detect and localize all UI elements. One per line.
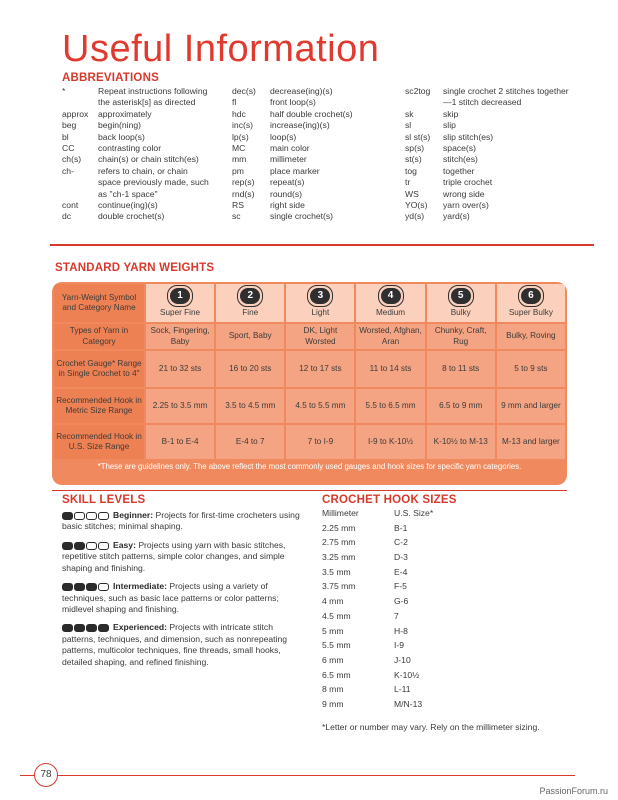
yarn-types-cell: Chunky, Craft, Rug xyxy=(427,324,495,349)
abbreviation-definition: increase(ing)(s) xyxy=(270,120,330,131)
yarn-us-cell: I-9 to K-10½ xyxy=(356,425,424,459)
abbreviation-definition: half double crochet(s) xyxy=(270,108,353,119)
hook-mm: 6.5 mm xyxy=(322,669,351,680)
abbreviation-definition: main color xyxy=(270,143,310,154)
abbreviation-row xyxy=(232,132,392,143)
hook-header-row xyxy=(322,508,562,523)
section-divider xyxy=(50,244,594,246)
abbreviation-definition: contrasting color xyxy=(98,143,162,154)
hook-size-row xyxy=(322,684,562,699)
abbreviation-definition: Repeat instructions following the asterisk[s] as directed xyxy=(98,86,208,108)
yarn-category-name: Bulky xyxy=(450,307,471,317)
abbreviation-row xyxy=(232,143,392,154)
hook-size-row xyxy=(322,581,562,596)
abbreviation-row xyxy=(405,211,575,222)
abbreviation-term: MC xyxy=(232,143,246,154)
abbrev-col-2 xyxy=(232,86,392,223)
abbreviation-term: mm xyxy=(232,154,247,165)
skill-level xyxy=(62,581,302,615)
row-label: Types of Yarn in Category xyxy=(54,324,144,349)
abbreviation-row xyxy=(232,177,392,188)
abbreviation-definition: millimeter xyxy=(270,154,307,165)
yarn-weight-symbol-icon: 1 xyxy=(170,288,190,304)
abbreviation-term: bl xyxy=(62,131,69,142)
abbreviation-row xyxy=(232,109,392,120)
abbreviation-row xyxy=(405,177,575,188)
abbreviation-term: ch(s) xyxy=(62,154,82,165)
skill-level-bars-icon xyxy=(62,622,110,633)
abbreviation-term: tr xyxy=(405,177,411,188)
hook-us: K-10½ xyxy=(394,669,420,680)
watermark: PassionForum.ru xyxy=(539,786,608,796)
abbreviation-row xyxy=(232,86,392,97)
yarn-gauge-cell: 12 to 17 sts xyxy=(286,351,354,387)
abbreviation-term: dec(s) xyxy=(232,86,256,96)
abbreviation-term: hdc xyxy=(232,108,246,119)
abbreviation-row xyxy=(232,189,392,200)
hook-us: C-2 xyxy=(394,537,408,548)
abbreviation-row xyxy=(232,211,392,222)
hook-sizes-heading: CROCHET HOOK SIZES xyxy=(322,494,457,506)
abbreviations-heading: ABBREVIATIONS xyxy=(62,72,159,84)
hook-mm: 2.25 mm xyxy=(322,522,356,533)
skill-level-title: Easy: xyxy=(113,539,136,550)
abbreviation-row xyxy=(62,120,212,131)
hook-us: B-1 xyxy=(394,522,408,533)
abbreviation-row xyxy=(62,86,212,109)
skill-level-title: Beginner: xyxy=(113,510,154,520)
yarn-us-cell: K-10½ to M-13 xyxy=(427,425,495,459)
abbreviation-definition: stitch(es) xyxy=(443,154,478,165)
abbreviation-definition: front loop(s) xyxy=(270,97,316,108)
skill-level xyxy=(62,540,302,574)
hook-us: M/N-13 xyxy=(394,698,423,709)
hook-size-row xyxy=(322,655,562,670)
abbreviation-definition: continue(ing)(s) xyxy=(98,200,158,211)
abbreviation-row xyxy=(232,120,392,131)
yarn-gauge-cell: 21 to 32 sts xyxy=(146,351,214,387)
hook-mm: 9 mm xyxy=(322,698,344,709)
page-number: 78 xyxy=(34,763,58,787)
yarn-types-cell: Sock, Fingering, Baby xyxy=(146,324,214,349)
abbreviation-term: sc xyxy=(232,211,241,222)
footer-rule xyxy=(20,775,575,776)
abbreviation-row xyxy=(232,154,392,165)
yarn-metric-cell: 3.5 to 4.5 mm xyxy=(216,389,284,423)
page-title: Useful Information xyxy=(62,28,380,70)
hook-size-row xyxy=(322,670,562,685)
abbreviation-term: lp(s) xyxy=(232,131,249,142)
hook-size-row xyxy=(322,552,562,567)
abbreviation-row xyxy=(62,143,212,154)
abbrev-col-1 xyxy=(62,86,212,223)
abbreviation-term: rnd(s) xyxy=(232,188,255,199)
hook-mm: 8 mm xyxy=(322,684,344,695)
hook-mm: 5 mm xyxy=(322,625,344,636)
abbreviation-row xyxy=(62,154,212,165)
skill-level-title: Intermediate: xyxy=(113,581,167,592)
abbrev-col-3 xyxy=(405,86,575,223)
abbreviation-term: WS xyxy=(405,188,419,199)
hook-sizes-table xyxy=(322,508,562,733)
hook-us: I-9 xyxy=(394,640,405,651)
row-label: Yarn-Weight Symbol and Category Name xyxy=(54,284,144,322)
yarn-category-cell xyxy=(427,284,495,322)
hook-mm: 2.75 mm xyxy=(322,537,356,548)
abbreviation-term: pm xyxy=(232,165,244,176)
abbreviation-term: ch- xyxy=(62,165,74,176)
yarn-category-name: Light xyxy=(311,307,330,317)
abbreviation-definition: approximately xyxy=(98,108,152,119)
skill-levels-list xyxy=(62,510,302,675)
abbreviation-definition: yarn over(s) xyxy=(443,200,489,211)
abbreviation-term: yd(s) xyxy=(405,211,425,222)
hook-size-row xyxy=(322,626,562,641)
abbreviation-row xyxy=(62,211,212,222)
hook-size-row xyxy=(322,537,562,552)
skill-level-bars-icon xyxy=(62,510,110,521)
hook-mm: 3.25 mm xyxy=(322,552,356,563)
abbreviation-definition: wrong side xyxy=(443,188,485,199)
yarn-types-cell: DK, Light Worsted xyxy=(286,324,354,349)
skill-levels-heading: SKILL LEVELS xyxy=(62,494,146,506)
abbreviation-term: sl st(s) xyxy=(405,131,431,142)
yarn-category-name: Super Fine xyxy=(160,307,201,317)
yarn-category-cell xyxy=(216,284,284,322)
hook-mm: 3.5 mm xyxy=(322,566,351,577)
abbreviation-definition: decrease(ing)(s) xyxy=(270,86,333,96)
abbreviation-row xyxy=(232,97,392,108)
yarn-us-cell: E-4 to 7 xyxy=(216,425,284,459)
skill-level-description: Projects using yarn with basic stitches, repetitive stitch patterns, simple color changes, and simple shaping and finishing. xyxy=(62,539,286,573)
skill-level-title: Experienced: xyxy=(113,622,167,633)
abbreviation-term: CC xyxy=(62,143,75,154)
yarn-category-cell xyxy=(497,284,565,322)
hook-mm: 5.5 mm xyxy=(322,640,351,651)
abbreviation-definition: single crochet(s) xyxy=(270,211,334,222)
abbreviation-term: YO(s) xyxy=(405,200,428,211)
yarn-gauge-cell: 16 to 20 sts xyxy=(216,351,284,387)
abbreviation-term: sl xyxy=(405,120,412,131)
abbreviation-definition: slip stitch(es) xyxy=(443,131,494,142)
yarn-us-cell: B-1 to E-4 xyxy=(146,425,214,459)
row-label: Recommended Hook in Metric Size Range xyxy=(54,389,144,423)
abbreviation-definition: double crochet(s) xyxy=(98,211,165,222)
abbreviation-definition: round(s) xyxy=(270,188,302,199)
yarn-gauge-cell: 11 to 14 sts xyxy=(356,351,424,387)
hook-size-row xyxy=(322,640,562,655)
abbreviation-definition: refers to chain, or chain space previously made, such as "ch-1 space" xyxy=(98,165,209,199)
yarn-types-cell: Bulky, Roving xyxy=(497,324,565,349)
yarn-table xyxy=(52,282,567,461)
abbreviation-row xyxy=(405,189,575,200)
abbreviation-definition: loop(s) xyxy=(270,131,297,142)
abbreviation-definition: repeat(s) xyxy=(270,177,305,188)
abbreviation-term: approx xyxy=(62,108,89,119)
skill-level-description: Projects for first-time crocheters using basic stitches; minimal shaping. xyxy=(62,510,300,532)
abbreviation-row xyxy=(62,132,212,143)
yarn-us-cell: 7 to I-9 xyxy=(286,425,354,459)
hook-size-row xyxy=(322,699,562,714)
hook-col-mm: Millimeter xyxy=(322,508,359,518)
yarn-weight-symbol-icon: 2 xyxy=(240,288,260,304)
abbreviation-row xyxy=(405,154,575,165)
hook-us: 7 xyxy=(394,610,399,621)
abbreviation-row xyxy=(405,132,575,143)
hook-us: D-3 xyxy=(394,552,408,563)
abbreviation-term: inc(s) xyxy=(232,120,254,131)
abbreviation-definition: space(s) xyxy=(443,143,476,154)
abbreviation-definition: back loop(s) xyxy=(98,131,145,142)
abbreviation-term: sp(s) xyxy=(405,143,425,154)
skill-level-description: Projects using a variety of techniques, such as basic lace patterns or color patterns; midlevel shaping and finishing. xyxy=(62,581,279,614)
abbreviation-row xyxy=(405,86,575,109)
hook-us: E-4 xyxy=(394,566,408,577)
hook-us: L-11 xyxy=(394,684,411,695)
row-label: Recommended Hook in U.S. Size Range xyxy=(54,425,144,459)
yarn-category-cell xyxy=(146,284,214,322)
skill-level-bars-icon xyxy=(62,540,110,551)
yarn-gauge-cell: 5 to 9 sts xyxy=(497,351,565,387)
yarn-weight-symbol-icon: 4 xyxy=(381,288,401,304)
abbreviation-row xyxy=(405,200,575,211)
abbreviation-definition: triple crochet xyxy=(443,177,493,188)
yarn-gauge-cell: 8 to 11 sts xyxy=(427,351,495,387)
abbreviation-definition: single crochet 2 stitches together—1 stitch decreased xyxy=(443,86,569,108)
abbreviation-term: cont xyxy=(62,200,79,211)
yarn-metric-cell: 5.5 to 6.5 mm xyxy=(356,389,424,423)
yarn-weights-table xyxy=(52,282,567,485)
yarn-note: *These are guidelines only. The above reflect the most commonly used gauges and hook sizes for specific yarn categories. xyxy=(97,462,522,471)
abbreviation-term: rep(s) xyxy=(232,177,255,188)
hook-size-row xyxy=(322,596,562,611)
hook-mm: 6 mm xyxy=(322,654,344,665)
hook-col-us: U.S. Size* xyxy=(394,508,434,518)
yarn-weight-symbol-icon: 6 xyxy=(521,288,541,304)
abbreviation-definition: right side xyxy=(270,200,305,211)
divider xyxy=(52,490,567,491)
abbreviation-row xyxy=(62,166,212,200)
abbreviation-row xyxy=(405,120,575,131)
abbreviation-row xyxy=(232,166,392,177)
skill-level-bars-icon xyxy=(62,581,110,592)
hook-mm: 4 mm xyxy=(322,596,344,607)
yarn-category-name: Medium xyxy=(375,307,406,317)
hook-mm: 3.75 mm xyxy=(322,581,356,592)
abbreviation-definition: place marker xyxy=(270,165,320,176)
hook-us: F-5 xyxy=(394,581,407,592)
yarn-metric-cell: 4.5 to 5.5 mm xyxy=(286,389,354,423)
yarn-weights-heading: STANDARD YARN WEIGHTS xyxy=(55,262,215,274)
skill-level xyxy=(62,510,302,533)
abbreviation-term: beg xyxy=(62,120,77,131)
abbreviation-term: st(s) xyxy=(405,154,422,165)
hook-us: H-8 xyxy=(394,625,408,636)
abbreviation-row xyxy=(62,200,212,211)
abbreviation-term: sk xyxy=(405,108,414,119)
yarn-weight-symbol-icon: 3 xyxy=(310,288,330,304)
skill-level xyxy=(62,622,302,668)
abbreviation-row xyxy=(405,166,575,177)
abbreviation-definition: slip xyxy=(443,120,456,131)
yarn-category-cell xyxy=(356,284,424,322)
abbreviation-definition: skip xyxy=(443,108,459,119)
hook-us: J-10 xyxy=(394,654,411,665)
yarn-metric-cell: 2.25 to 3.5 mm xyxy=(146,389,214,423)
yarn-category-cell xyxy=(286,284,354,322)
abbreviation-term: tog xyxy=(405,165,417,176)
abbreviation-row xyxy=(405,143,575,154)
abbreviation-definition: chain(s) or chain stitch(es) xyxy=(98,154,199,165)
hook-size-row xyxy=(322,567,562,582)
abbreviation-term: dc xyxy=(62,211,72,222)
hook-size-row xyxy=(322,611,562,626)
abbreviation-definition: begin(ning) xyxy=(98,120,141,131)
yarn-category-name: Fine xyxy=(242,307,259,317)
abbreviation-term: fl xyxy=(232,97,237,108)
abbreviation-term: * xyxy=(62,86,66,96)
abbreviation-row xyxy=(405,109,575,120)
abbreviation-term: RS xyxy=(232,200,244,211)
abbreviation-row xyxy=(232,200,392,211)
abbreviation-definition: together xyxy=(443,165,475,176)
yarn-metric-cell: 6.5 to 9 mm xyxy=(427,389,495,423)
abbreviation-term: sc2tog xyxy=(405,86,431,96)
hook-size-row xyxy=(322,523,562,538)
abbreviation-definition: yard(s) xyxy=(443,211,470,222)
yarn-weight-symbol-icon: 5 xyxy=(451,288,471,304)
row-label: Crochet Gauge* Range in Single Crochet to 4" xyxy=(54,351,144,387)
hook-us: G-6 xyxy=(394,596,409,607)
hook-note: *Letter or number may vary. Rely on the millimeter sizing. xyxy=(322,721,540,732)
abbreviation-row xyxy=(62,109,212,120)
yarn-us-cell: M-13 and larger xyxy=(497,425,565,459)
yarn-metric-cell: 9 mm and larger xyxy=(497,389,565,423)
yarn-types-cell: Sport, Baby xyxy=(216,324,284,349)
yarn-types-cell: Worsted, Afghan, Aran xyxy=(356,324,424,349)
yarn-category-name: Super Bulky xyxy=(508,307,553,317)
skill-level-description: Projects with intricate stitch patterns, techniques, and dimension, such as nonrepeating patterns, multicolor techniques, fine threads, small hooks, detailed shaping, and refined finishing. xyxy=(62,622,288,667)
hook-mm: 4.5 mm xyxy=(322,610,351,621)
